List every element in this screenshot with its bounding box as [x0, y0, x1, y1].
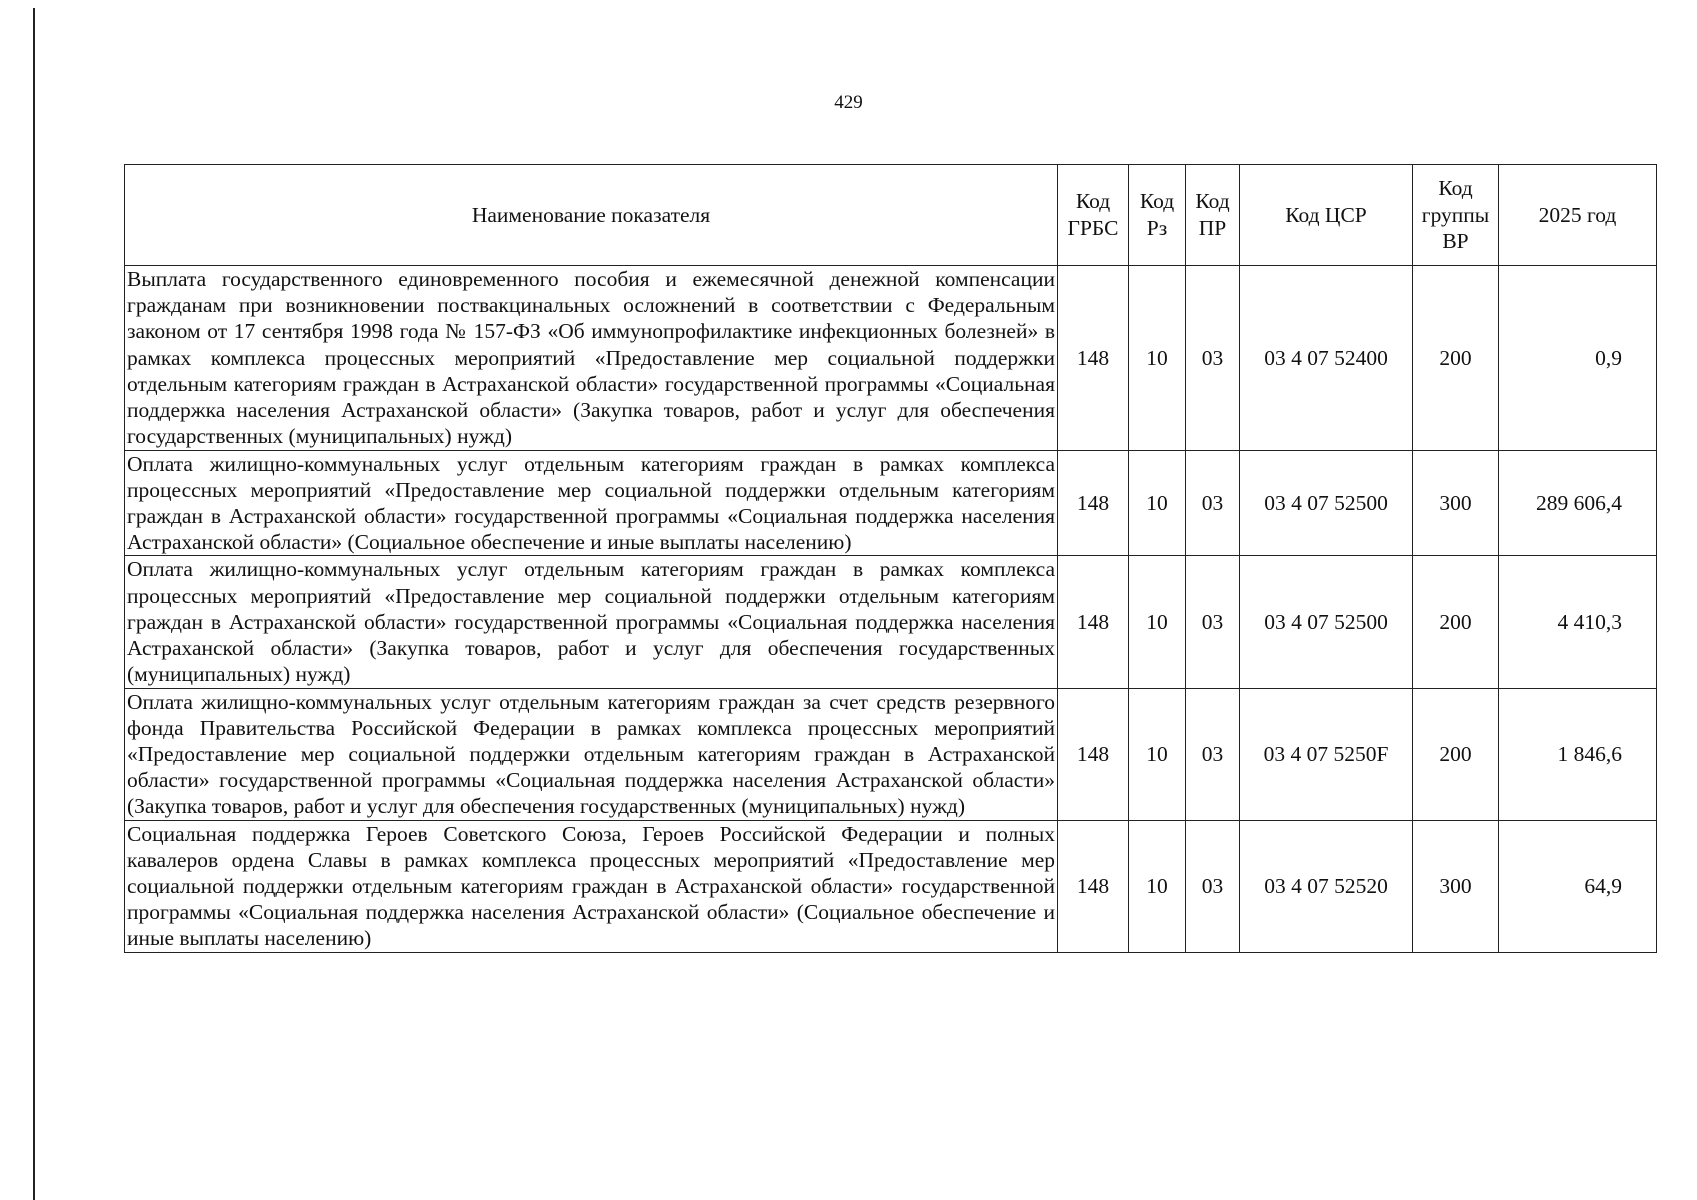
table-row — [125, 266, 1657, 451]
row-name: Оплата жилищно-коммунальных услуг отдельным категориям граждан в рамках комплекса процессных мероприятий «Предоставление мер социальной поддержки отдельным категориям граждан в Астраханской области» государственной программы «Социальная поддержка населения Астраханской области» (Закупка товаров, работ и услуг для обеспечения государственных (муниципальных) нужд) — [125, 556, 1058, 688]
row-csr: 03 4 07 52500 — [1240, 556, 1413, 688]
header-grbs: Код ГРБС — [1058, 165, 1129, 266]
table-row — [125, 820, 1657, 952]
table-header — [125, 165, 1657, 266]
row-amount: 4 410,3 — [1499, 556, 1657, 688]
row-grbs: 148 — [1058, 450, 1129, 556]
row-pr: 03 — [1186, 556, 1240, 688]
row-pr: 03 — [1186, 266, 1240, 451]
row-name: Выплата государственного единовременного пособия и ежемесячной денежной компенсации гражданам при возникновении поствакцинальных осложнений в соответствии с Федеральным законом от 17 сентября 1998 года № 157-ФЗ «Об иммунопрофилактике инфекционных болезней» в рамках комплекса процессных мероприятий «Предоставление мер социальной поддержки отдельным категориям граждан в Астраханской области» государственной программы «Социальная поддержка населения Астраханской области» (Закупка товаров, работ и услуг для обеспечения государственных (муниципальных) нужд) — [125, 266, 1058, 451]
row-grbs: 148 — [1058, 820, 1129, 952]
header-vr: Код группы ВР — [1413, 165, 1499, 266]
row-name: Оплата жилищно-коммунальных услуг отдельным категориям граждан за счет средств резервного фонда Правительства Российской Федерации в рамках комплекса процессных мероприятий «Предоставление мер социальной поддержки отдельным категориям граждан в Астраханской области» государственной программы «Социальная поддержка населения Астраханской области» (Закупка товаров, работ и услуг для обеспечения государственных (муниципальных) нужд) — [125, 688, 1058, 820]
table-row — [125, 450, 1657, 556]
row-vr: 200 — [1413, 688, 1499, 820]
row-grbs: 148 — [1058, 266, 1129, 451]
header-year: 2025 год — [1499, 165, 1657, 266]
row-amount: 64,9 — [1499, 820, 1657, 952]
header-pr: Код ПР — [1186, 165, 1240, 266]
row-csr: 03 4 07 52400 — [1240, 266, 1413, 451]
table-row — [125, 688, 1657, 820]
header-name: Наименование показателя — [125, 165, 1058, 266]
row-rz: 10 — [1129, 450, 1186, 556]
row-amount: 1 846,6 — [1499, 688, 1657, 820]
row-pr: 03 — [1186, 688, 1240, 820]
row-vr: 300 — [1413, 450, 1499, 556]
row-grbs: 148 — [1058, 688, 1129, 820]
row-pr: 03 — [1186, 820, 1240, 952]
header-row — [125, 165, 1657, 266]
row-csr: 03 4 07 52520 — [1240, 820, 1413, 952]
row-name: Оплата жилищно-коммунальных услуг отдельным категориям граждан в рамках комплекса процессных мероприятий «Предоставление мер социальной поддержки отдельным категориям граждан в Астраханской области» государственной программы «Социальная поддержка населения Астраханской области» (Социальное обеспечение и иные выплаты населению) — [125, 450, 1058, 556]
row-vr: 300 — [1413, 820, 1499, 952]
row-grbs: 148 — [1058, 556, 1129, 688]
row-vr: 200 — [1413, 556, 1499, 688]
row-name: Социальная поддержка Героев Советского Союза, Героев Российской Федерации и полных кавалеров ордена Славы в рамках комплекса процессных мероприятий «Предоставление мер социальной поддержки отдельным категориям граждан в Астраханской области» государственной программы «Социальная поддержка населения Астраханской области» (Социальное обеспечение и иные выплаты населению) — [125, 820, 1058, 952]
row-amount: 289 606,4 — [1499, 450, 1657, 556]
row-rz: 10 — [1129, 556, 1186, 688]
left-margin-rule — [33, 8, 35, 1200]
row-csr: 03 4 07 52500 — [1240, 450, 1413, 556]
row-rz: 10 — [1129, 266, 1186, 451]
row-rz: 10 — [1129, 688, 1186, 820]
table-body — [125, 266, 1657, 953]
header-rz: Код Рз — [1129, 165, 1186, 266]
row-amount: 0,9 — [1499, 266, 1657, 451]
row-pr: 03 — [1186, 450, 1240, 556]
budget-table — [124, 164, 1657, 953]
row-csr: 03 4 07 5250F — [1240, 688, 1413, 820]
page-number: 429 — [834, 92, 863, 113]
row-rz: 10 — [1129, 820, 1186, 952]
table-row — [125, 556, 1657, 688]
header-csr: Код ЦСР — [1240, 165, 1413, 266]
row-vr: 200 — [1413, 266, 1499, 451]
